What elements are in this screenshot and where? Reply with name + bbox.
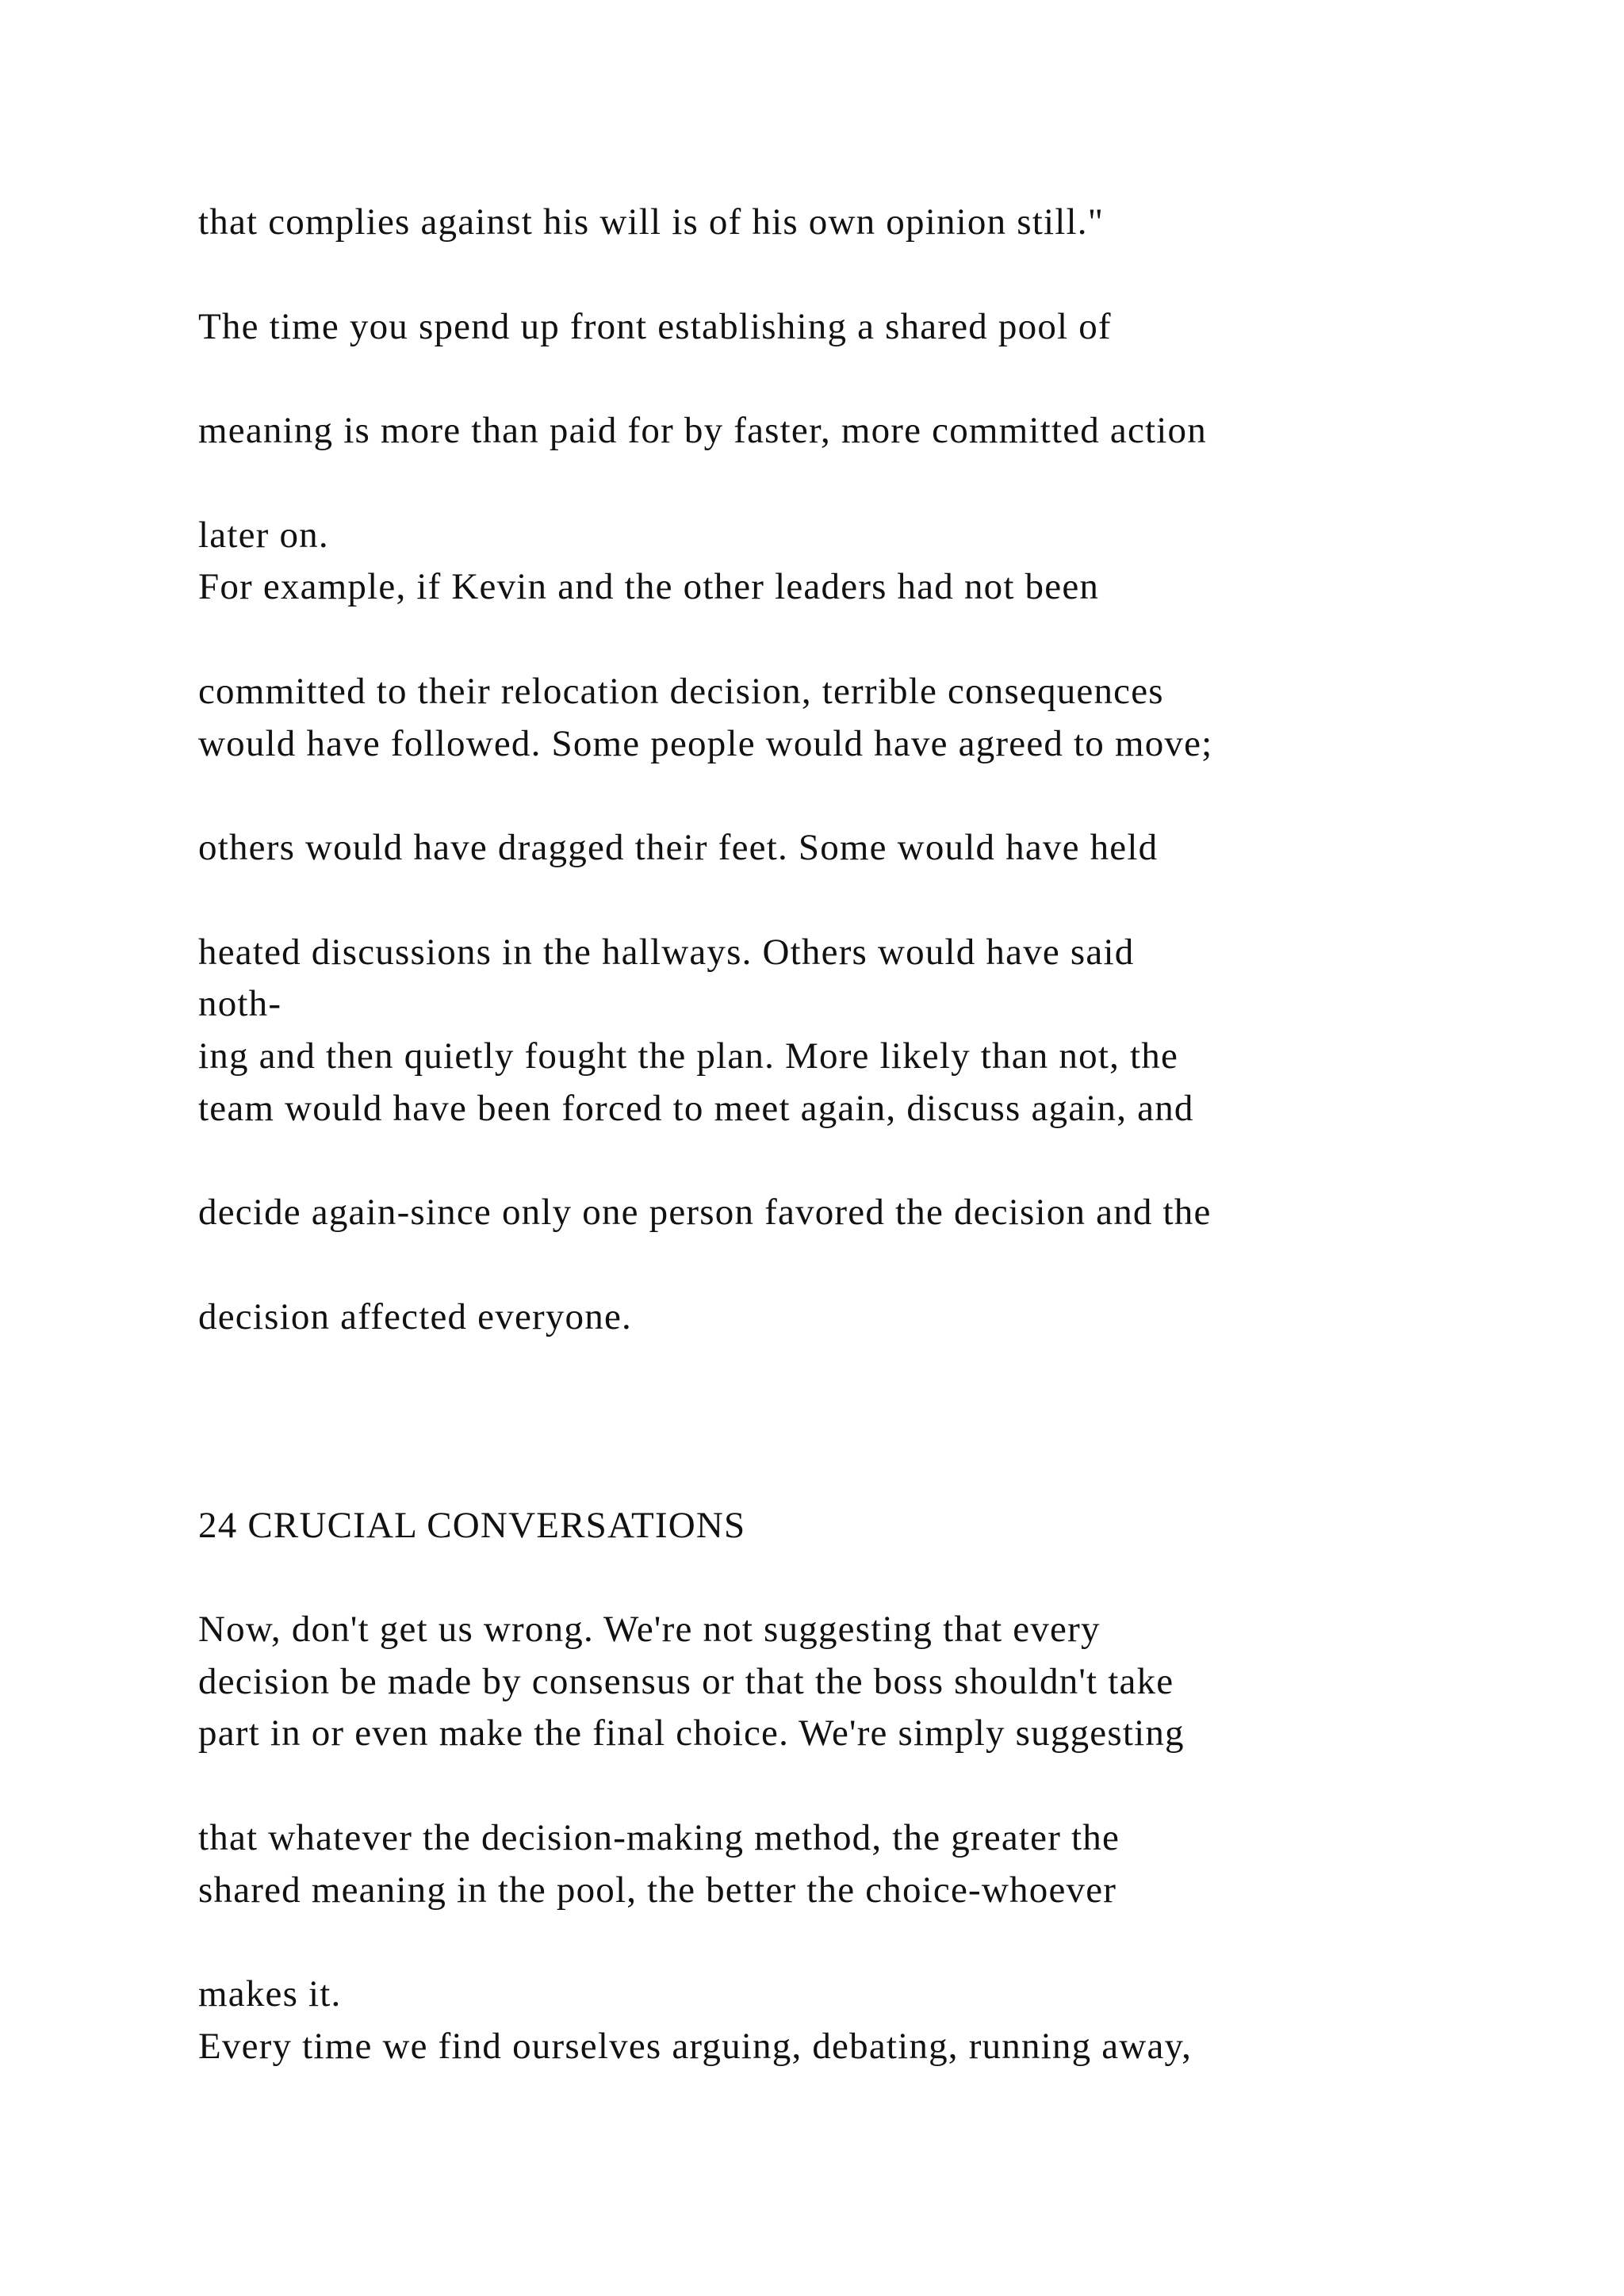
text-line: later on. [198,515,329,556]
text-line: The time you spend up front establishing a shared pool of [198,306,1112,347]
text-line: Every time we find ourselves arguing, debating, running away, [198,2026,1193,2067]
text-line: committed to their relocation decision, terrible consequences [198,671,1164,712]
running-header: 24 CRUCIAL CONVERSATIONS [198,1505,746,1546]
text-line: would have followed. Some people would have agreed to move; [198,723,1213,764]
text-line: that complies against his will is of his own opinion still." [198,201,1105,243]
text-line: heated discussions in the hallways. Others would have said [198,932,1135,973]
text-line: others would have dragged their feet. Some would have held [198,827,1159,868]
text-line: that whatever the decision-making method, the greater the [198,1817,1120,1858]
text-line: ing and then quietly fought the plan. More likely than not, the [198,1035,1179,1077]
text-line: shared meaning in the pool, the better the choice-whoever [198,1869,1117,1911]
text-line: For example, if Kevin and the other leaders had not been [198,566,1100,607]
text-line: decision be made by consensus or that the boss shouldn't take [198,1661,1174,1702]
text-line: meaning is more than paid for by faster, more committed action [198,410,1207,451]
text-line: team would have been forced to meet again, discuss again, and [198,1088,1194,1129]
text-line: decide again-since only one person favored the decision and the [198,1192,1212,1233]
text-line: part in or even make the final choice. We're simply suggesting [198,1712,1185,1754]
text-line: makes it. [198,1973,342,2015]
text-line: Now, don't get us wrong. We're not suggesting that every [198,1609,1101,1650]
text-line: decision affected everyone. [198,1296,632,1337]
text-line: noth- [198,983,282,1024]
